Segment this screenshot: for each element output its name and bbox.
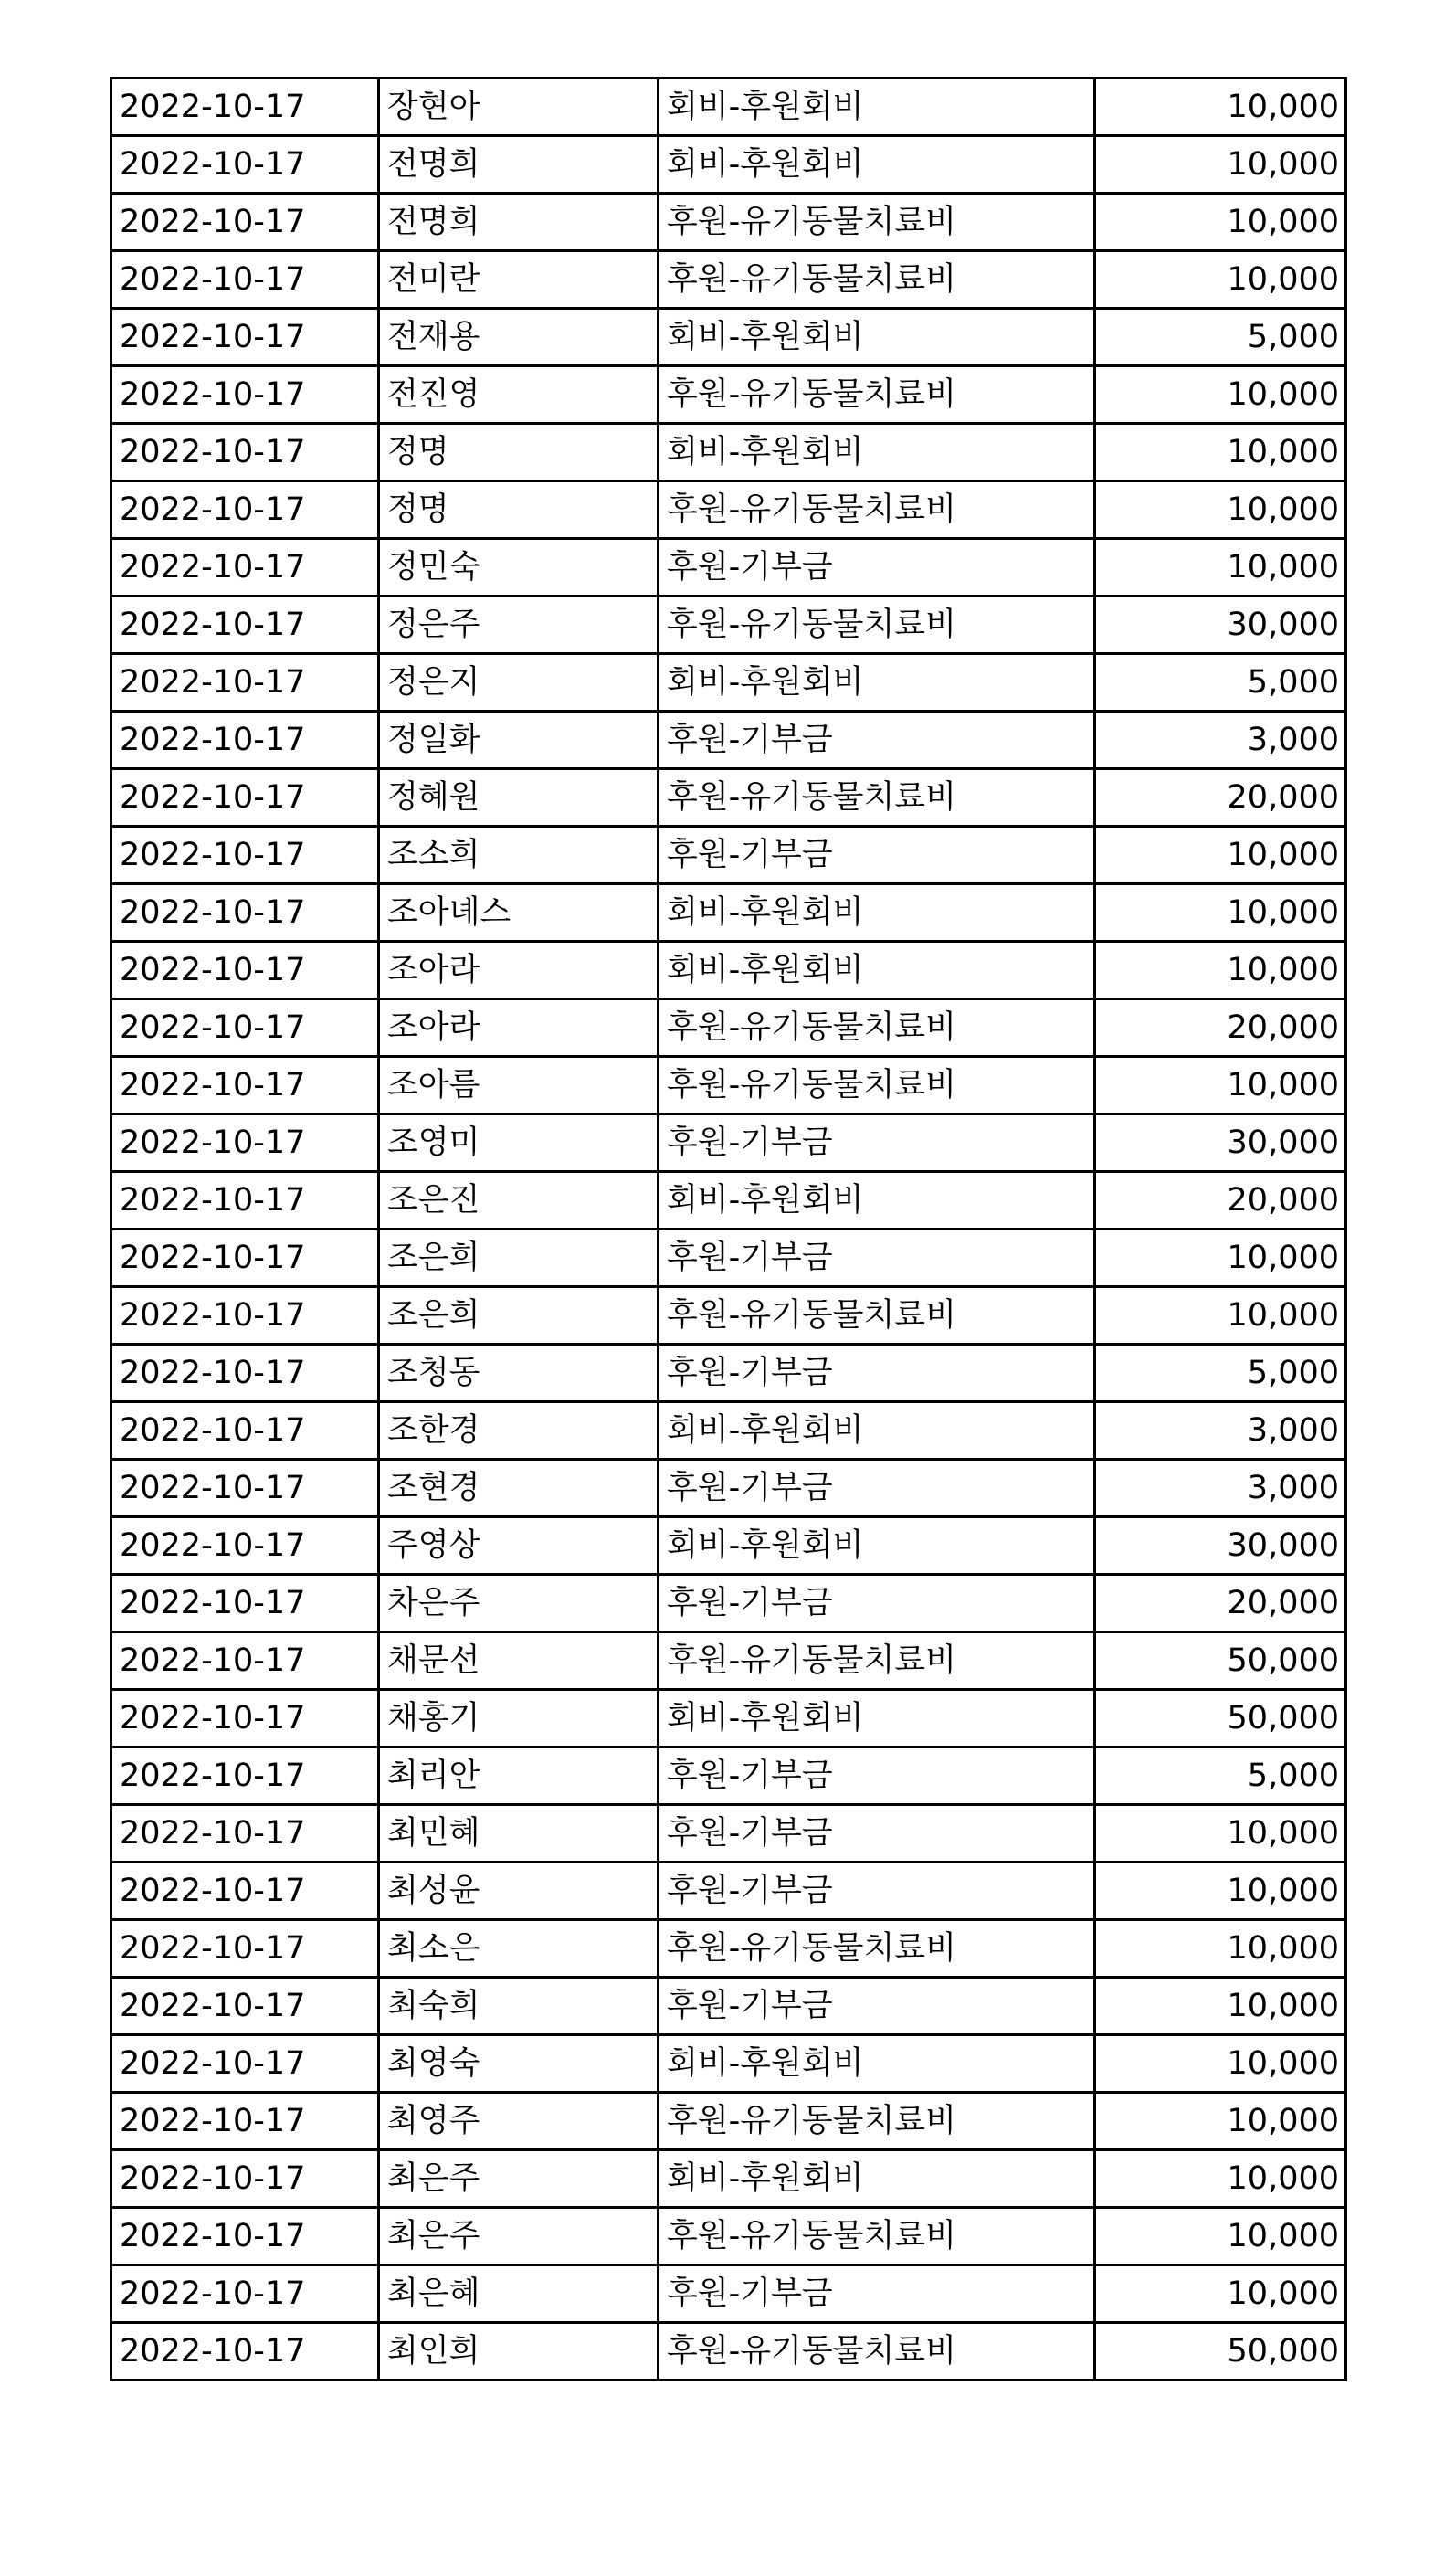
table-row [111,1057,1346,1114]
table-row [111,1114,1346,1172]
type-cell: 후원-유기동물치료비 [659,1287,1095,1345]
name-cell: 최민혜 [379,1805,659,1863]
amount-cell: 10,000 [1095,942,1346,999]
name-cell: 최인희 [379,2323,659,2381]
date-cell: 2022-10-17 [111,827,379,884]
name-cell: 최은주 [379,2150,659,2208]
date-cell: 2022-10-17 [111,1114,379,1172]
date-cell: 2022-10-17 [111,136,379,194]
name-cell: 정일화 [379,712,659,769]
date-cell: 2022-10-17 [111,1517,379,1575]
amount-cell: 20,000 [1095,1172,1346,1230]
table-row [111,79,1346,136]
table-row [111,2035,1346,2093]
type-cell: 회비-후원회비 [659,424,1095,481]
name-cell: 조아라 [379,999,659,1057]
date-cell: 2022-10-17 [111,1345,379,1402]
name-cell: 최리안 [379,1747,659,1805]
type-cell: 후원-유기동물치료비 [659,1920,1095,1978]
table-row [111,2265,1346,2323]
table-row [111,424,1346,481]
date-cell: 2022-10-17 [111,712,379,769]
table-row [111,1172,1346,1230]
amount-cell: 30,000 [1095,1114,1346,1172]
table-row [111,2323,1346,2381]
type-cell: 후원-기부금 [659,1230,1095,1287]
date-cell: 2022-10-17 [111,2093,379,2150]
type-cell: 회비-후원회비 [659,1172,1095,1230]
date-cell: 2022-10-17 [111,999,379,1057]
type-cell: 후원-기부금 [659,712,1095,769]
type-cell: 후원-기부금 [659,1805,1095,1863]
amount-cell: 10,000 [1095,481,1346,539]
date-cell: 2022-10-17 [111,2035,379,2093]
table-row [111,1920,1346,1978]
date-cell: 2022-10-17 [111,596,379,654]
date-cell: 2022-10-17 [111,1863,379,1920]
table-row [111,251,1346,309]
name-cell: 전재용 [379,309,659,366]
amount-cell: 10,000 [1095,884,1346,942]
name-cell: 조한경 [379,1402,659,1460]
table-row [111,1863,1346,1920]
date-cell: 2022-10-17 [111,1978,379,2035]
type-cell: 후원-기부금 [659,1575,1095,1632]
amount-cell: 30,000 [1095,596,1346,654]
amount-cell: 10,000 [1095,366,1346,424]
name-cell: 조아름 [379,1057,659,1114]
table-row [111,1517,1346,1575]
type-cell: 후원-유기동물치료비 [659,999,1095,1057]
type-cell: 후원-유기동물치료비 [659,481,1095,539]
amount-cell: 10,000 [1095,2150,1346,2208]
date-cell: 2022-10-17 [111,2150,379,2208]
table-row [111,884,1346,942]
table-row [111,2208,1346,2265]
table-row [111,136,1346,194]
type-cell: 후원-유기동물치료비 [659,596,1095,654]
name-cell: 최은주 [379,2208,659,2265]
amount-cell: 10,000 [1095,1978,1346,2035]
table-row [111,1690,1346,1747]
table-row [111,309,1346,366]
name-cell: 최숙희 [379,1978,659,2035]
date-cell: 2022-10-17 [111,2323,379,2381]
type-cell: 후원-유기동물치료비 [659,2093,1095,2150]
table-row [111,1287,1346,1345]
name-cell: 채문선 [379,1632,659,1690]
amount-cell: 5,000 [1095,309,1346,366]
donation-ledger-table [110,77,1347,2381]
table-row [111,1402,1346,1460]
table-row [111,712,1346,769]
name-cell: 정명 [379,481,659,539]
date-cell: 2022-10-17 [111,1575,379,1632]
date-cell: 2022-10-17 [111,1690,379,1747]
type-cell: 후원-기부금 [659,1747,1095,1805]
ledger-body [111,79,1346,2381]
amount-cell: 10,000 [1095,1805,1346,1863]
amount-cell: 30,000 [1095,1517,1346,1575]
table-row [111,1978,1346,2035]
amount-cell: 50,000 [1095,1632,1346,1690]
amount-cell: 10,000 [1095,2208,1346,2265]
table-row [111,1632,1346,1690]
table-row [111,769,1346,827]
date-cell: 2022-10-17 [111,1402,379,1460]
type-cell: 회비-후원회비 [659,136,1095,194]
table-row [111,481,1346,539]
date-cell: 2022-10-17 [111,884,379,942]
amount-cell: 10,000 [1095,194,1346,251]
type-cell: 후원-기부금 [659,1114,1095,1172]
date-cell: 2022-10-17 [111,1805,379,1863]
table-row [111,596,1346,654]
amount-cell: 50,000 [1095,1690,1346,1747]
name-cell: 최영주 [379,2093,659,2150]
date-cell: 2022-10-17 [111,424,379,481]
name-cell: 최은혜 [379,2265,659,2323]
name-cell: 조은진 [379,1172,659,1230]
type-cell: 회비-후원회비 [659,942,1095,999]
table-row [111,2093,1346,2150]
name-cell: 차은주 [379,1575,659,1632]
table-row [111,942,1346,999]
document-page [110,77,1344,2381]
table-row [111,1747,1346,1805]
type-cell: 후원-유기동물치료비 [659,366,1095,424]
name-cell: 정명 [379,424,659,481]
date-cell: 2022-10-17 [111,1172,379,1230]
date-cell: 2022-10-17 [111,942,379,999]
type-cell: 후원-기부금 [659,1863,1095,1920]
type-cell: 후원-기부금 [659,539,1095,596]
table-row [111,827,1346,884]
name-cell: 정은주 [379,596,659,654]
amount-cell: 20,000 [1095,999,1346,1057]
amount-cell: 10,000 [1095,1057,1346,1114]
type-cell: 회비-후원회비 [659,884,1095,942]
table-row [111,2150,1346,2208]
name-cell: 전명희 [379,136,659,194]
type-cell: 회비-후원회비 [659,2150,1095,2208]
date-cell: 2022-10-17 [111,1460,379,1517]
table-row [111,1230,1346,1287]
date-cell: 2022-10-17 [111,1057,379,1114]
name-cell: 조현경 [379,1460,659,1517]
date-cell: 2022-10-17 [111,1287,379,1345]
amount-cell: 3,000 [1095,1460,1346,1517]
amount-cell: 10,000 [1095,79,1346,136]
type-cell: 후원-유기동물치료비 [659,194,1095,251]
type-cell: 후원-기부금 [659,2265,1095,2323]
table-row [111,1345,1346,1402]
amount-cell: 10,000 [1095,2035,1346,2093]
type-cell: 회비-후원회비 [659,79,1095,136]
amount-cell: 10,000 [1095,251,1346,309]
table-row [111,1460,1346,1517]
name-cell: 최영숙 [379,2035,659,2093]
type-cell: 후원-기부금 [659,1345,1095,1402]
name-cell: 정혜원 [379,769,659,827]
type-cell: 회비-후원회비 [659,1690,1095,1747]
table-row [111,194,1346,251]
name-cell: 전명희 [379,194,659,251]
type-cell: 회비-후원회비 [659,309,1095,366]
amount-cell: 5,000 [1095,1345,1346,1402]
type-cell: 회비-후원회비 [659,2035,1095,2093]
date-cell: 2022-10-17 [111,366,379,424]
amount-cell: 10,000 [1095,1287,1346,1345]
date-cell: 2022-10-17 [111,79,379,136]
amount-cell: 10,000 [1095,1920,1346,1978]
name-cell: 조영미 [379,1114,659,1172]
name-cell: 최성윤 [379,1863,659,1920]
amount-cell: 10,000 [1095,827,1346,884]
name-cell: 정은지 [379,654,659,712]
type-cell: 회비-후원회비 [659,654,1095,712]
date-cell: 2022-10-17 [111,309,379,366]
table-row [111,1805,1346,1863]
type-cell: 후원-기부금 [659,827,1095,884]
type-cell: 후원-유기동물치료비 [659,1632,1095,1690]
name-cell: 조아라 [379,942,659,999]
name-cell: 장현아 [379,79,659,136]
type-cell: 후원-기부금 [659,1460,1095,1517]
name-cell: 최소은 [379,1920,659,1978]
amount-cell: 5,000 [1095,1747,1346,1805]
name-cell: 조은희 [379,1287,659,1345]
date-cell: 2022-10-17 [111,769,379,827]
amount-cell: 3,000 [1095,1402,1346,1460]
type-cell: 후원-유기동물치료비 [659,2323,1095,2381]
type-cell: 회비-후원회비 [659,1517,1095,1575]
name-cell: 조소희 [379,827,659,884]
name-cell: 조청동 [379,1345,659,1402]
date-cell: 2022-10-17 [111,481,379,539]
type-cell: 후원-유기동물치료비 [659,251,1095,309]
name-cell: 조은희 [379,1230,659,1287]
date-cell: 2022-10-17 [111,1632,379,1690]
name-cell: 정민숙 [379,539,659,596]
date-cell: 2022-10-17 [111,1230,379,1287]
amount-cell: 50,000 [1095,2323,1346,2381]
type-cell: 후원-유기동물치료비 [659,769,1095,827]
date-cell: 2022-10-17 [111,2208,379,2265]
amount-cell: 10,000 [1095,424,1346,481]
amount-cell: 10,000 [1095,2093,1346,2150]
amount-cell: 20,000 [1095,1575,1346,1632]
amount-cell: 10,000 [1095,136,1346,194]
type-cell: 후원-유기동물치료비 [659,2208,1095,2265]
amount-cell: 10,000 [1095,1230,1346,1287]
type-cell: 후원-유기동물치료비 [659,1057,1095,1114]
amount-cell: 10,000 [1095,539,1346,596]
name-cell: 전미란 [379,251,659,309]
date-cell: 2022-10-17 [111,539,379,596]
amount-cell: 5,000 [1095,654,1346,712]
date-cell: 2022-10-17 [111,251,379,309]
type-cell: 후원-기부금 [659,1978,1095,2035]
name-cell: 채홍기 [379,1690,659,1747]
name-cell: 주영상 [379,1517,659,1575]
date-cell: 2022-10-17 [111,1920,379,1978]
amount-cell: 10,000 [1095,1863,1346,1920]
name-cell: 전진영 [379,366,659,424]
table-row [111,539,1346,596]
table-row [111,999,1346,1057]
type-cell: 회비-후원회비 [659,1402,1095,1460]
date-cell: 2022-10-17 [111,654,379,712]
date-cell: 2022-10-17 [111,194,379,251]
table-row [111,366,1346,424]
date-cell: 2022-10-17 [111,2265,379,2323]
amount-cell: 10,000 [1095,2265,1346,2323]
amount-cell: 20,000 [1095,769,1346,827]
name-cell: 조아녜스 [379,884,659,942]
date-cell: 2022-10-17 [111,1747,379,1805]
table-row [111,1575,1346,1632]
table-row [111,654,1346,712]
amount-cell: 3,000 [1095,712,1346,769]
